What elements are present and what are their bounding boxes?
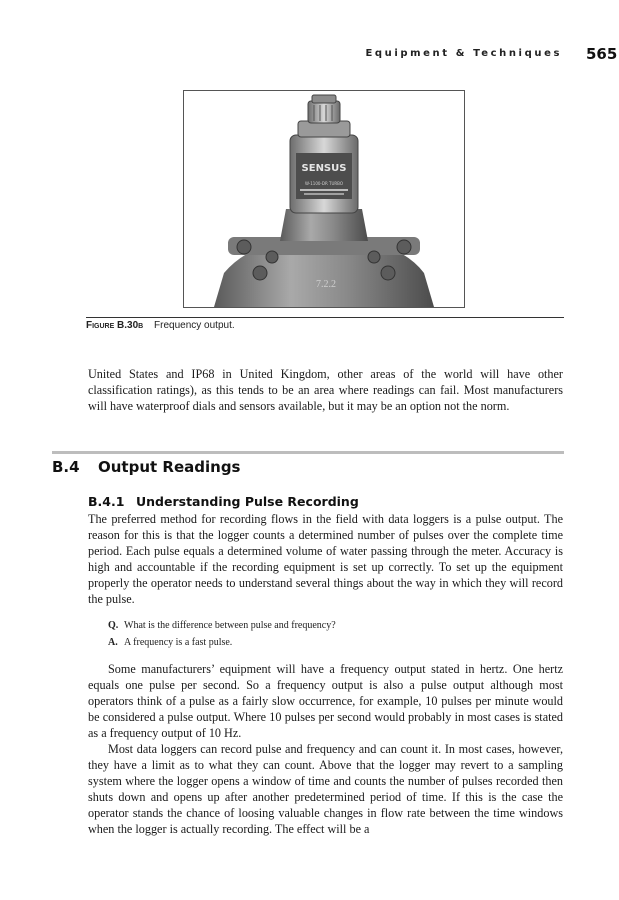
meter-photo bbox=[184, 91, 464, 307]
section-rule bbox=[52, 451, 564, 454]
section-title: Output Readings bbox=[98, 458, 241, 476]
figure-rule bbox=[86, 317, 564, 318]
question-line bbox=[108, 620, 336, 631]
running-title: Equipment & Techniques bbox=[365, 48, 562, 59]
paragraph-ip68: United States and IP68 in United Kingdom, other areas of the world will have other classification ratings), as this tends to be an area where readings can fail. Most manufacturers will have waterproof dials and sensors available, but it may be an option not the norm. bbox=[88, 367, 563, 413]
subsection-number: B.4.1 bbox=[88, 494, 125, 509]
register-label bbox=[296, 153, 352, 199]
section-heading bbox=[52, 458, 240, 476]
paragraph-pulse-output: The preferred method for recording flows in the field with data loggers is a pulse output. The reason for this is that the logger counts a determined number of pulses over the complete time period. Each pulse equals a determined volume of water passing through the meter. Accuracy is high and accountable if the recording equipment is set up correctly. To set up the equipment properly the operator needs to understand several things about the way in which they will record the pulse. bbox=[88, 512, 563, 606]
answer-line bbox=[108, 637, 232, 648]
brand-label: SENSUS bbox=[301, 163, 347, 174]
paragraph-data-loggers: Most data loggers can record pulse and frequency and can count it. In most cases, however, they have a limit as to what they can count. Above that the logger may revert to a sampling system where the logger opens a window of time and counts the number of pulses recorded then shuts down and opens up after another predetermined period of time. If this is the case the operator stands the chance of loosing valuable changes in flow rate between the time windows when the logger is actually recording. The effect will be a bbox=[88, 742, 563, 836]
subsection-title: Understanding Pulse Recording bbox=[136, 494, 359, 509]
answer-text: A frequency is a fast pulse. bbox=[124, 637, 233, 648]
figure-label: Figure B.30b bbox=[86, 320, 144, 331]
question-text: What is the difference between pulse and frequency? bbox=[124, 620, 336, 631]
casting-text: 7.2.2 bbox=[316, 279, 336, 290]
model-label: W-1100-DR TURBO bbox=[305, 181, 343, 186]
paragraph-frequency: Some manufacturers’ equipment will have a frequency output stated in hertz. One hertz equals one pulse per second. So a frequency output is also a pulse output although most operators think of a pulse as a fairly slow occurrence, for example, 10 pulses per minute would be considered a pulse output. Where 10 pulses per second would probably in most cases is stated as a frequency output of 10 Hz. bbox=[88, 662, 563, 740]
figure-caption bbox=[86, 320, 235, 331]
subsection-heading bbox=[88, 494, 359, 509]
question-label: Q. bbox=[108, 620, 119, 631]
meter-neck bbox=[280, 209, 368, 241]
figure-frequency-output bbox=[183, 90, 465, 308]
top-knob bbox=[308, 101, 340, 123]
page-number: 565 bbox=[586, 45, 618, 63]
answer-label: A. bbox=[108, 637, 118, 648]
figure-caption-text: Frequency output. bbox=[154, 320, 235, 331]
section-number: B.4 bbox=[52, 458, 80, 476]
